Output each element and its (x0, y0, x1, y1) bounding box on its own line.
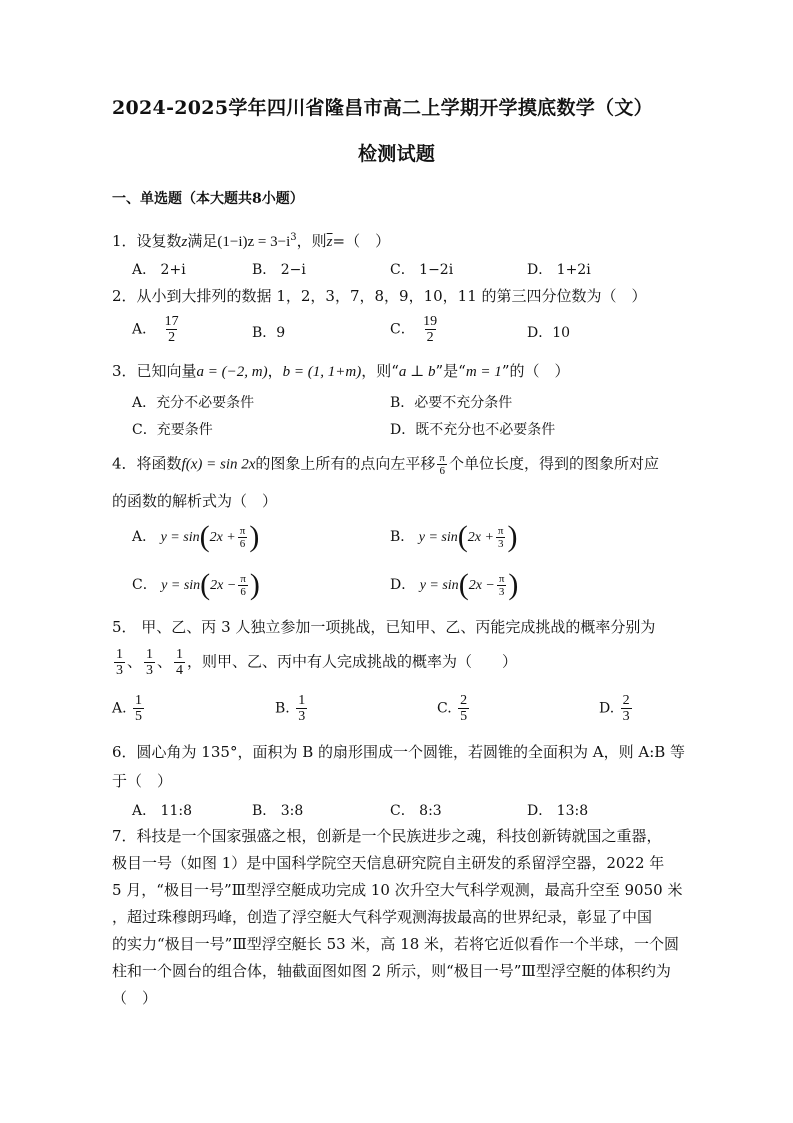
q4-text: 4．将函数 (112, 454, 182, 473)
q4-option-c-pre: y = sin (161, 578, 201, 593)
q5-sep: 、 (157, 652, 173, 671)
q4-option-d-label: D． (390, 577, 416, 593)
q2-option-b: B．9 (252, 325, 286, 341)
question-7-line2: 极目一号（如图 1）是中国科学院空天信息研究院自主研发的系留浮空器，2022 年 (112, 854, 665, 872)
q5-option-c (437, 693, 471, 724)
q3-vector-a: a = (−2, m) (196, 364, 268, 380)
question-3: 3．已知向量a = (−2, m)，b = (1, 1+m)，则“a ⊥ b”是“m = 1”的（ ） (112, 362, 570, 380)
q3-option-c: C．充要条件 (132, 422, 213, 438)
q6-option-a: A． 11:8 (132, 803, 192, 819)
q5-option-a-den: 5 (135, 709, 143, 724)
q4-function: f(x) = sin 2x (181, 456, 256, 473)
q4-option-b: B． y = sin(2x + $\frac{\pi}{3}$ ) (390, 520, 518, 553)
q5-option-d (599, 693, 634, 724)
question-4-line2: 的函数的解析式为（ ） (112, 492, 278, 510)
q1-option-c: C． 1−2i (390, 262, 454, 278)
q3-text-mid: ，则“ (361, 362, 399, 380)
q5-option-c-den: 5 (460, 709, 468, 724)
q5-option-c-num: 2 (460, 693, 468, 708)
q4-option-d: D． y = sin(2x − $\frac{\pi}{3}$ ) (390, 568, 519, 601)
question-7-line7: （ ） (112, 989, 158, 1007)
section-header: 一、单选题（本大题共8小题） (112, 191, 304, 207)
q5-option-d-label: D. (599, 700, 615, 717)
q4-option-d-den: 3 (498, 585, 505, 598)
question-5-line2 (112, 647, 517, 678)
page-subtitle: 检测试题 (358, 143, 436, 165)
q4-option-c-label: C． (132, 577, 157, 593)
q3-text-end: ”的（ ） (501, 362, 570, 380)
q5-option-c-label: C. (437, 700, 452, 717)
question-7-line1: 7．科技是一个国家强盛之根，创新是一个民族进步之魂，科技创新铸就国之重器， (112, 827, 662, 845)
q4-option-a-num: π (239, 524, 246, 537)
question-7-line4: ，超过珠穆朗玛峰，创造了浮空艇大气科学观测海拔最高的世界纪录，彰显了中国 (112, 908, 653, 926)
q1-option-b: B． 2−i (252, 262, 306, 278)
q5-sep: 、 (127, 652, 143, 671)
q3-option-b: B．必要不充分条件 (390, 395, 513, 411)
q4-option-a-inner: 2x + (209, 530, 236, 545)
q1-var: z (181, 234, 188, 250)
q3-condition: m = 1 (465, 364, 502, 380)
q4-text-mid: 的图象上所有的点向左平移 (255, 454, 436, 473)
q2-option-a-label: A． (132, 321, 157, 338)
q4-option-a-pre: y = sin (160, 530, 200, 545)
q5-option-b-num: 1 (298, 693, 306, 708)
q1-text-mid: 满足 (187, 232, 218, 250)
q5-option-a-num: 1 (135, 693, 143, 708)
q1-equation: (1−i)z = 3−i (217, 234, 291, 250)
question-6-line2: 于（ ） (112, 772, 173, 790)
q2-option-c-num: 19 (423, 314, 438, 329)
q4-option-c: C． y = sin(2x − $\frac{\pi}{6}$ ) (132, 568, 260, 601)
q6-option-d: D． 13:8 (527, 803, 589, 819)
q4-option-a: A． y = sin(2x + $\frac{\pi}{6}$ ) (132, 520, 260, 553)
q5-frac-2-den: 3 (146, 663, 154, 678)
q4-shift-den: 6 (439, 465, 445, 477)
q1-option-a: A． 2+i (132, 262, 186, 278)
q4-option-b-pre: y = sin (418, 530, 458, 545)
q6-option-c: C． 8:3 (390, 803, 442, 819)
q4-option-b-num: π (497, 524, 504, 537)
q1-text: 1．设复数 (112, 232, 182, 250)
q4-option-d-pre: y = sin (419, 578, 459, 593)
q4-option-d-num: π (498, 572, 505, 585)
q4-shift-num: π (439, 452, 445, 464)
q6-option-b: B． 3:8 (252, 803, 304, 819)
q5-option-b-den: 3 (298, 709, 306, 724)
question-6: 6．圆心角为 135°，面积为 B 的扇形围成一个圆锥，若圆锥的全面积为 A，则 A:B 等 (112, 743, 686, 761)
q2-option-c-den: 2 (426, 330, 434, 345)
q3-option-a: A．充分不必要条件 (132, 395, 255, 411)
q4-text-post: 个单位长度，得到的图象所对应 (448, 454, 659, 473)
q3-perp: a ⊥ b (398, 364, 436, 380)
q5-option-a (112, 693, 146, 724)
q5-frac-3-num: 1 (176, 647, 184, 662)
q2-option-a (132, 314, 183, 345)
q4-option-d-inner: 2x − (468, 578, 495, 593)
q5-option-b (275, 693, 309, 724)
q1-conjugate: $\overline{z}$ (326, 234, 333, 250)
page-title: 2024-2025学年四川省隆昌市高二上学期开学摸底数学（文） (112, 97, 653, 119)
q3-text-is: ”是“ (435, 362, 466, 380)
q4-option-b-label: B． (390, 529, 415, 545)
q4-option-c-inner: 2x − (210, 578, 237, 593)
q5-text-post: ，则甲、乙、丙中有人完成挑战的概率为（ ） (187, 652, 518, 671)
q5-option-b-label: B. (275, 700, 290, 717)
q4-option-a-label: A． (132, 529, 157, 545)
q3-text: 3．已知向量 (112, 362, 197, 380)
q5-frac-1-den: 3 (116, 663, 123, 678)
q1-exponent: 3 (290, 232, 297, 243)
q5-option-d-num: 2 (622, 693, 630, 708)
question-1 (112, 228, 390, 252)
question-5: 5． 甲、乙、丙 3 人独立参加一项挑战，已知甲、乙、丙能完成挑战的概率分别为 (112, 618, 656, 636)
question-7-line6: 柱和一个圆台的组合体，轴截面图如图 2 所示，则“极目一号”Ⅲ型浮空艇的体积约为 (112, 962, 671, 980)
q5-frac-3-den: 4 (176, 663, 184, 678)
question-7-line5: 的实力“极目一号”Ⅲ型浮空艇长 53 米，高 18 米，若将它近似看作一个半球，一个圆 (112, 935, 680, 953)
question-7-line3: 5 月，“极目一号”Ⅲ型浮空艇成功完成 10 次升空大气科学观测，最高升空至 9050 米 (112, 881, 683, 899)
q4-option-b-den: 3 (497, 537, 504, 550)
q4-option-a-den: 6 (239, 537, 246, 550)
q2-option-a-den: 2 (168, 330, 176, 345)
q2-option-c-label: C． (390, 321, 415, 338)
q1-text-post: ，则 (296, 232, 327, 250)
q4-option-c-num: π (240, 572, 246, 585)
q2-option-c (390, 314, 441, 345)
q3-option-d: D．既不充分也不必要条件 (390, 422, 556, 438)
q5-frac-2-num: 1 (146, 647, 154, 662)
q3-vector-b: b = (1, 1+m) (282, 364, 362, 380)
q1-option-d: D． 1+2i (527, 262, 591, 278)
question-4 (112, 452, 659, 477)
question-2: 2．从小到大排列的数据 1，2，3，7，8，9，10，11 的第三四分位数为（ ） (112, 287, 647, 305)
q2-option-d: D．10 (527, 325, 571, 341)
q1-text-end: =（ ） (332, 232, 391, 250)
q5-frac-1-num: 1 (116, 647, 123, 662)
q5-option-d-den: 3 (622, 709, 630, 724)
q4-option-b-inner: 2x + (467, 530, 494, 545)
q4-option-c-den: 6 (240, 585, 246, 598)
q2-option-a-num: 17 (164, 314, 179, 329)
q5-option-a-label: A. (112, 700, 127, 717)
